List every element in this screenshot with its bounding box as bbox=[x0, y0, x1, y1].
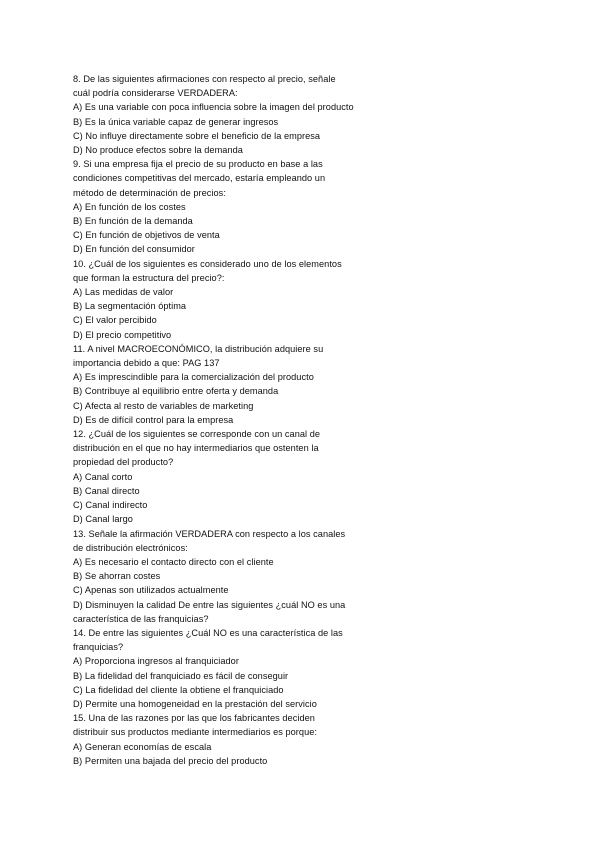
question-11-option-a: A) Es imprescindible para la comercialización del producto bbox=[73, 372, 314, 383]
question-8-option-b: B) Es la única variable capaz de generar ingresos bbox=[73, 116, 279, 127]
question-10-option-d: D) El precio competitivo bbox=[73, 329, 172, 340]
question-12-line-2: distribución en el que no hay intermediarios que ostenten la bbox=[73, 443, 319, 454]
question-13-line-2: de distribución electrónicos: bbox=[73, 542, 188, 553]
question-10-option-a: A) Las medidas de valor bbox=[73, 287, 174, 298]
question-13-option-a: A) Es necesario el contacto directo con el cliente bbox=[73, 556, 274, 567]
question-14-option-a: A) Proporciona ingresos al franquiciador bbox=[73, 656, 239, 667]
question-13-option-d: D) Disminuyen la calidad De entre las siguientes ¿cuál NO es una bbox=[73, 599, 346, 610]
question-14-option-c: C) La fidelidad del cliente la obtiene el franquiciado bbox=[73, 684, 284, 695]
question-14-option-b: B) La fidelidad del franquiciado es fácil de conseguir bbox=[73, 670, 289, 681]
question-9-option-b: B) En función de la demanda bbox=[73, 216, 193, 227]
question-12-option-d: D) Canal largo bbox=[73, 514, 133, 525]
question-10-line-1: 10. ¿Cuál de los siguientes es considerado uno de los elementos bbox=[73, 258, 342, 269]
document-body bbox=[73, 72, 573, 768]
question-14-option-d: D) Permite una homogeneidad en la prestación del servicio bbox=[73, 698, 317, 709]
question-13-option-c: C) Apenas son utilizados actualmente bbox=[73, 585, 229, 596]
question-8-option-a: A) Es una variable con poca influencia sobre la imagen del producto bbox=[73, 102, 354, 113]
question-14-line-1: 14. De entre las siguientes ¿Cuál NO es una característica de las bbox=[73, 627, 343, 638]
question-9-option-a: A) En función de los costes bbox=[73, 201, 186, 212]
question-12-line-3: propiedad del producto? bbox=[73, 457, 174, 468]
question-10-line-2: que forman la estructura del precio?: bbox=[73, 272, 225, 283]
question-12-option-b: B) Canal directo bbox=[73, 485, 140, 496]
question-15-option-b: B) Permiten una bajada del precio del producto bbox=[73, 755, 268, 766]
question-9-line-2: condiciones competitivas del mercado, estaría empleando un bbox=[73, 173, 326, 184]
question-12-line-1: 12. ¿Cuál de los siguientes se corresponde con un canal de bbox=[73, 429, 321, 440]
question-8-line-1: 8. De las siguientes afirmaciones con respecto al precio, señale bbox=[73, 74, 336, 84]
question-12-option-a: A) Canal corto bbox=[73, 471, 133, 482]
question-13-option-b: B) Se ahorran costes bbox=[73, 571, 161, 582]
question-9-option-c: C) En función de objetivos de venta bbox=[73, 230, 220, 241]
question-10-option-b: B) La segmentación óptima bbox=[73, 301, 187, 312]
question-11-option-b: B) Contribuye al equilibrio entre oferta y demanda bbox=[73, 386, 279, 397]
question-11-line-2: importancia debido a que: PAG 137 bbox=[73, 358, 220, 369]
question-9-line-3: método de determinación de precios: bbox=[73, 187, 226, 198]
question-8-option-d: D) No produce efectos sobre la demanda bbox=[73, 145, 243, 156]
question-14-line-2: franquicias? bbox=[73, 642, 124, 653]
question-12-option-c: C) Canal indirecto bbox=[73, 500, 148, 511]
question-10-option-c: C) El valor percibido bbox=[73, 315, 157, 326]
question-9-line-1: 9. Si una empresa fija el precio de su producto en base a las bbox=[73, 159, 323, 170]
question-8-option-c: C) No influye directamente sobre el beneficio de la empresa bbox=[73, 130, 321, 141]
question-15-line-1: 15. Una de las razones por las que los fabricantes deciden bbox=[73, 713, 315, 724]
question-15-option-a: A) Generan economías de escala bbox=[73, 741, 212, 752]
question-11-option-d: D) Es de difícil control para la empresa bbox=[73, 414, 234, 425]
question-9-option-d: D) En función del consumidor bbox=[73, 244, 195, 255]
question-15-line-2: distribuir sus productos mediante intermediarios es porque: bbox=[73, 727, 317, 738]
question-8-line-2: cuál podría considerarse VERDADERA: bbox=[73, 88, 238, 99]
question-11-option-c: C) Afecta al resto de variables de marketing bbox=[73, 400, 254, 411]
question-13-line-1: 13. Señale la afirmación VERDADERA con respecto a los canales bbox=[73, 528, 346, 539]
question-11-line-1: 11. A nivel MACROECONÓMICO, la distribución adquiere su bbox=[73, 343, 324, 354]
question-13-continuation: característica de las franquicias? bbox=[73, 613, 209, 624]
